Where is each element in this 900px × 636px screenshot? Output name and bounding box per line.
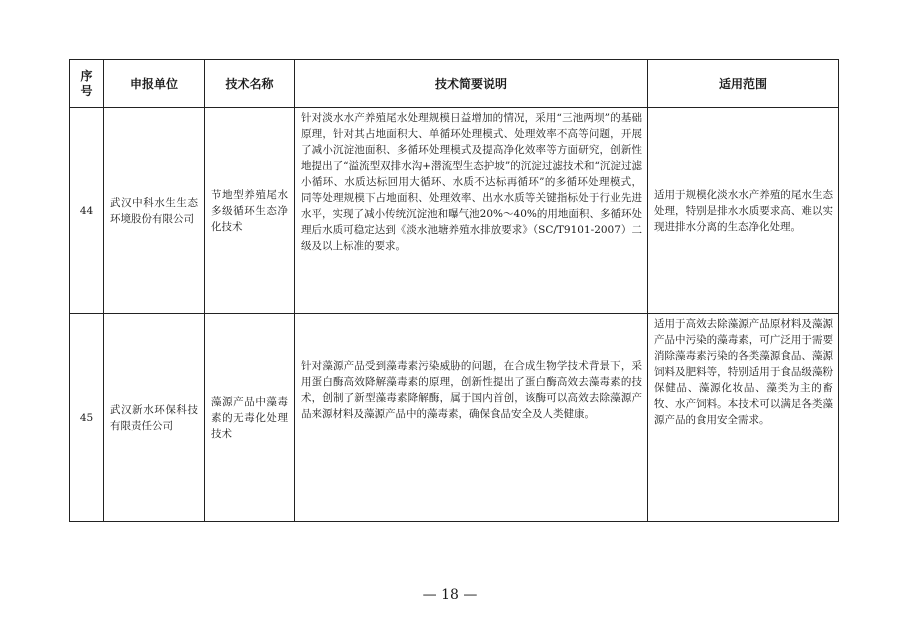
- row-number: 45: [70, 314, 104, 522]
- technology-table: [69, 59, 839, 522]
- technology-description: 针对藻源产品受到藻毒素污染威胁的问题，在合成生物学技术背景下，采用蛋白酶高效降解藻毒素的原理，创新性提出了蛋白酶高效去藻毒素的技术，创制了新型藻毒素降解酶，属于国内首创，该酶可以高效去除藻源产品来源材料及藻源产品中的藻毒素，确保食品安全及人类健康。: [301, 360, 642, 420]
- header-scope: 适用范围: [648, 60, 839, 108]
- header-desc: 技术简要说明: [295, 60, 648, 108]
- technology-name: 藻源产品中藻毒素的无毒化处理技术: [205, 314, 295, 522]
- technology-name: 节地型养殖尾水多级循环生态净化技术: [205, 108, 295, 314]
- table-header-row: [70, 60, 839, 108]
- header-name: 技术名称: [205, 60, 295, 108]
- table-row: [70, 108, 839, 314]
- application-scope: 适用于高效去除藻源产品原材料及藻源产品中污染的藻毒素，可广泛用于需要消除藻毒素污染的各类藻源食品、藻源饲料及肥料等，特别适用于食品级藻粉保健品、藻源化妆品、藻类为主的畜牧、水产饲料。本技术可以满足各类藻源产品的食用安全需求。: [648, 314, 839, 522]
- page-number: — 18 —: [422, 587, 478, 603]
- applicant-unit: 武汉新水环保科技有限责任公司: [104, 314, 205, 522]
- applicant-unit: 武汉中科水生生态环境股份有限公司: [104, 108, 205, 314]
- row-number: 44: [70, 108, 104, 314]
- header-unit: 申报单位: [104, 60, 205, 108]
- application-scope: 适用于规模化淡水水产养殖的尾水生态处理，特别是排水水质要求高、难以实现进排水分离的生态净化处理。: [648, 108, 839, 314]
- table-row: [70, 314, 839, 522]
- technology-description-cell: [295, 314, 648, 522]
- header-no: 序号: [70, 60, 104, 108]
- technology-description: 针对淡水水产养殖尾水处理规模日益增加的情况，采用“三池两坝”的基础原理，针对其占地面积大、单循环处理模式、处理效率不高等问题，开展了减小沉淀池面积、多循环处理模式及提高净化效率等方面研究，创新性地提出了“溢流型双排水沟+潜流型生态护坡”的沉淀过滤技术和“沉淀过滤小循环、水质达标回用大循环、水质不达标再循环”的多循环处理模式，同等处理规模下占地面积、处理效率、出水水质等关键指标处于行业先进水平，实现了减小传统沉淀池和曝气池20%～40%的用地面积、多循环处理后水质可稳定达到《淡水池塘养殖水排放要求》（SC/T9101-2007）二级及以上标准的要求。: [295, 108, 648, 314]
